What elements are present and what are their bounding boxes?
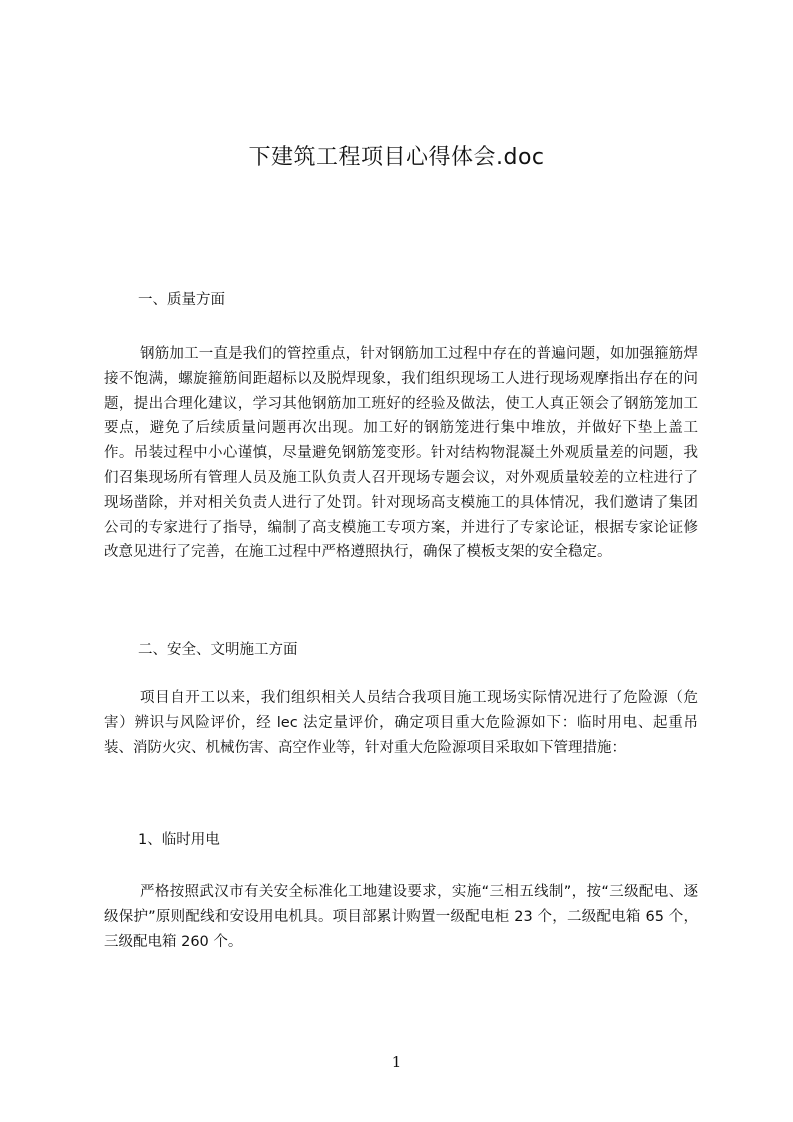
section-heading-temporary-power: 1、临时用电 <box>138 832 220 848</box>
paragraph-text: 项目自开工以来，我们组织相关人员结合我项目施工现场实际情况进行了危险源（危害）辨识与风险评价，经 lec 法定量评价，确定项目重大危险源如下：临时用电、起重吊装、消防火灾、机械伤害、高空作业等，针对重大危险源项目采取如下管理措施： <box>104 690 698 756</box>
section-heading-safety: 二、安全、文明施工方面 <box>138 642 298 658</box>
section-paragraph-temporary-power <box>104 880 698 954</box>
paragraph-text: 钢筋加工一直是我们的管控重点，针对钢筋加工过程中存在的普遍问题，如加强箍筋焊接不饱满，螺旋箍筋间距超标以及脱焊现象，我们组织现场工人进行现场观摩指出存在的问题，提出合理化建议，学习其他钢筋加工班好的经验及做法，使工人真正领会了钢筋笼加工要点，避免了后续质量问题再次出现。加工好的钢筋笼进行集中堆放，并做好下垫上盖工作。吊装过程中小心谨慎，尽量避免钢筋笼变形。针对结构物混凝土外观质量差的问题，我们召集现场所有管理人员及施工队负责人召开现场专题会议，对外观质量较差的立柱进行了现场凿除，并对相关负责人进行了处罚。针对现场高支模施工的具体情况，我们邀请了集团公司的专家进行了指导，编制了高支模施工专项方案，并进行了专家论证，根据专家论证修改意见进行了完善，在施工过程中严格遵照执行，确保了模板支架的安全稳定。 <box>104 346 698 561</box>
section-heading-quality: 一、质量方面 <box>138 292 225 308</box>
paragraph-text: 严格按照武汉市有关安全标准化工地建设要求，实施“三相五线制”，按“三级配电、逐级保护”原则配线和安设用电机具。项目部累计购置一级配电柜 23 个，二级配电箱 65 个，三级配电箱 260 个。 <box>104 884 698 950</box>
document-title: 下建筑工程项目心得体会.doc <box>248 145 545 170</box>
section-paragraph-quality <box>104 342 698 565</box>
section-paragraph-safety <box>104 686 698 760</box>
page-number: 1 <box>391 1053 402 1071</box>
